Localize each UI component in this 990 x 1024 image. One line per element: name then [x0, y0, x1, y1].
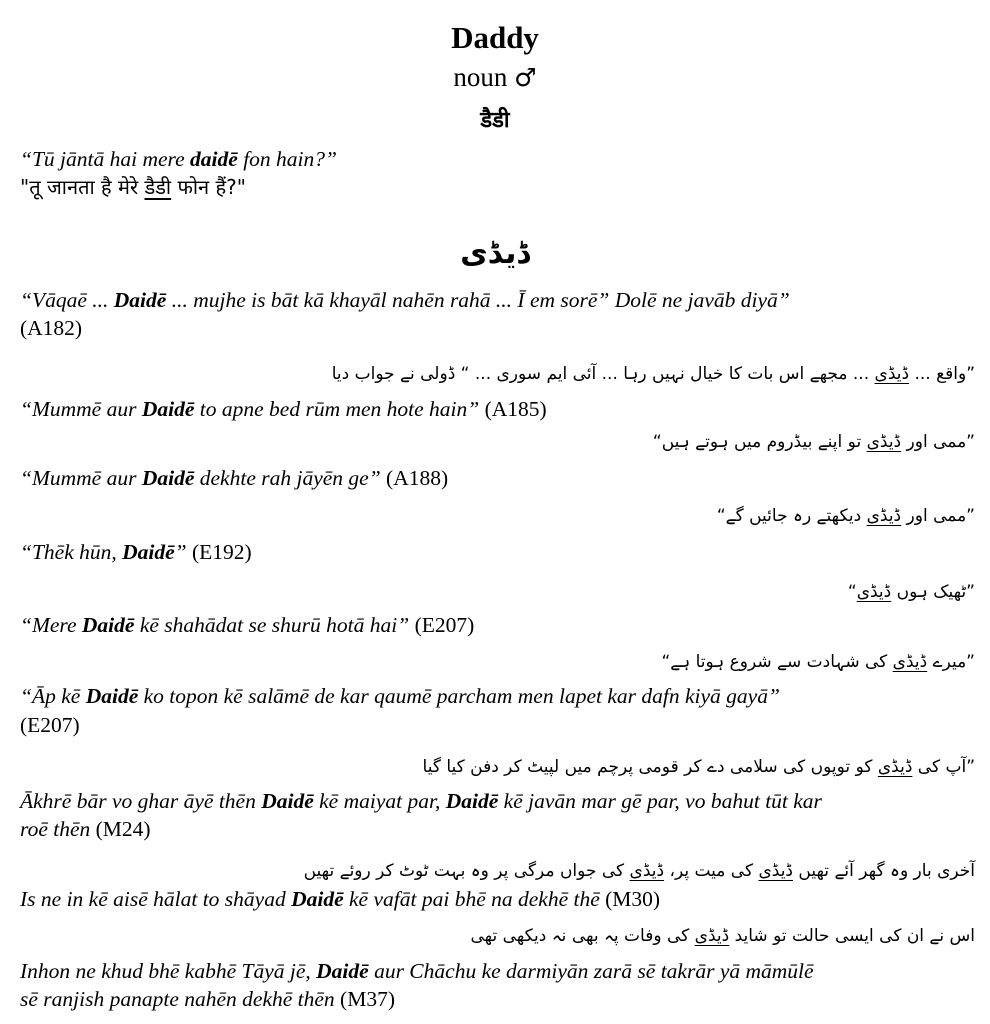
example-source: (E192) — [192, 540, 252, 564]
example-urdu: ”میرے ڈیڈی کی شہادت سے شروع ہوتا ہے“ — [661, 652, 975, 672]
example-romanized-continued: sē ranjish panapte nahēn dekhē thēn (M37) — [20, 987, 395, 1011]
example-source: (E207) — [414, 613, 475, 637]
keyword: Daidē — [316, 959, 369, 983]
keyword: ڈیڈی — [758, 861, 793, 881]
keyword: ڈیڈی — [856, 582, 892, 602]
example-urdu: ”ممی اور ڈیڈی تو اپنے بیڈروم میں ہوتے ہیں“ — [652, 432, 975, 452]
urdu-headword: ڈیڈی — [460, 236, 530, 271]
example-urdu: اس نے ان کی ایسی حالت تو شاید ڈیڈی کی وفات پہ بھی نہ دیکھی تھی — [470, 926, 975, 946]
example-romanized: Is ne in kē aisē hālat to shāyad Daidē kē vafāt pai bhē na dekhē thē (M30) — [20, 887, 661, 911]
hindi-example-romanized: “Tū jāntā hai mere daidē fon hain?” — [20, 147, 337, 171]
keyword: Daidē — [291, 887, 344, 911]
keyword: Daidē — [113, 288, 167, 312]
keyword: ڈیڈی — [866, 506, 902, 526]
example-romanized: “Vāqaē ... Daidē ... mujhe is bāt kā khayāl nahēn rahā ... Ī em sorē” Dolē ne javāb diyā” — [20, 288, 790, 312]
example-urdu: ”واقع ... ڈیڈی ... مجھے اس بات کا خیال نہیں رہا ... آئی ایم سوری ... “ ڈولی نے جواب دیا — [331, 364, 975, 384]
hindi-example-devanagari: "तू जानता है मेरे डैडी फोन हैं?" — [20, 175, 246, 199]
keyword: ڈیڈی — [694, 926, 730, 946]
example-urdu: ”ممی اور ڈیڈی دیکھتے رہ جائیں گے“ — [716, 506, 975, 526]
example-urdu: ”ٹھیک ہوں ڈیڈی“ — [847, 582, 975, 602]
example-source: (A188) — [386, 466, 449, 490]
keyword: Daidē — [261, 789, 314, 813]
example-romanized: “Āp kē Daidē ko topon kē salāmē de kar qaumē parcham men lapet kar dafn kiyā gayā” — [20, 684, 780, 708]
keyword: ڈیڈی — [629, 861, 665, 881]
keyword: Daidē — [141, 397, 195, 421]
masculine-gender-icon: ♂ — [514, 63, 537, 92]
example-source: (A182) — [20, 316, 83, 340]
keyword: daidē — [190, 147, 238, 171]
example-romanized: “Mummē aur Daidē dekhte rah jāyēn ge” (A188) — [20, 466, 449, 490]
keyword: Daidē — [122, 540, 175, 564]
pos-label: noun — [453, 62, 508, 92]
example-romanized: “Mummē aur Daidē to apne bed rūm men hote hain” (A185) — [20, 397, 547, 421]
example-urdu: آخری بار وہ گھر آئے تھیں ڈیڈی کی میت پر، ڈیڈی کی جواں مرگی پر وہ بہت ٹوٹ کر روئے تھیں — [303, 861, 975, 881]
keyword: ڈیڈی — [866, 432, 902, 452]
keyword: डैडी — [144, 175, 172, 199]
keyword: Daidē — [85, 684, 139, 708]
example-romanized: “Mere Daidē kē shahādat se shurū hotā hai” (E207) — [20, 613, 475, 637]
hindi-headword: डैडी — [480, 108, 510, 133]
entry-headword: Daddy — [451, 20, 539, 55]
example-romanized: Inhon ne khud bhē kabhē Tāyā jē, Daidē aur Chāchu ke darmiyān zarā sē takrār yā māmūlē — [20, 959, 814, 983]
keyword: ڈیڈی — [874, 364, 910, 384]
example-source: (E207) — [20, 713, 80, 737]
example-romanized: “Thēk hūn, Daidē” (E192) — [20, 540, 252, 564]
example-source: (A185) — [484, 397, 547, 421]
keyword: Daidē — [141, 466, 195, 490]
keyword: ڈیڈی — [877, 757, 913, 777]
example-urdu: ”آپ کی ڈیڈی کو توپوں کی سلامی دے کر قومی پرچم میں لپیٹ کر دفن کیا گیا — [422, 757, 975, 777]
example-romanized-continued: roē thēn (M24) — [20, 817, 151, 841]
example-source: (M30) — [605, 887, 661, 911]
keyword: Daidē — [445, 789, 499, 813]
example-source: (M37) — [340, 987, 395, 1011]
part-of-speech — [0, 62, 990, 93]
example-source: (M24) — [95, 817, 151, 841]
keyword: ڈیڈی — [892, 652, 928, 672]
keyword: Daidē — [81, 613, 135, 637]
example-romanized: Ākhrē bār vo ghar āyē thēn Daidē kē maiyat par, Daidē kē javān mar gē par, vo bahut tūt kar — [20, 789, 822, 813]
